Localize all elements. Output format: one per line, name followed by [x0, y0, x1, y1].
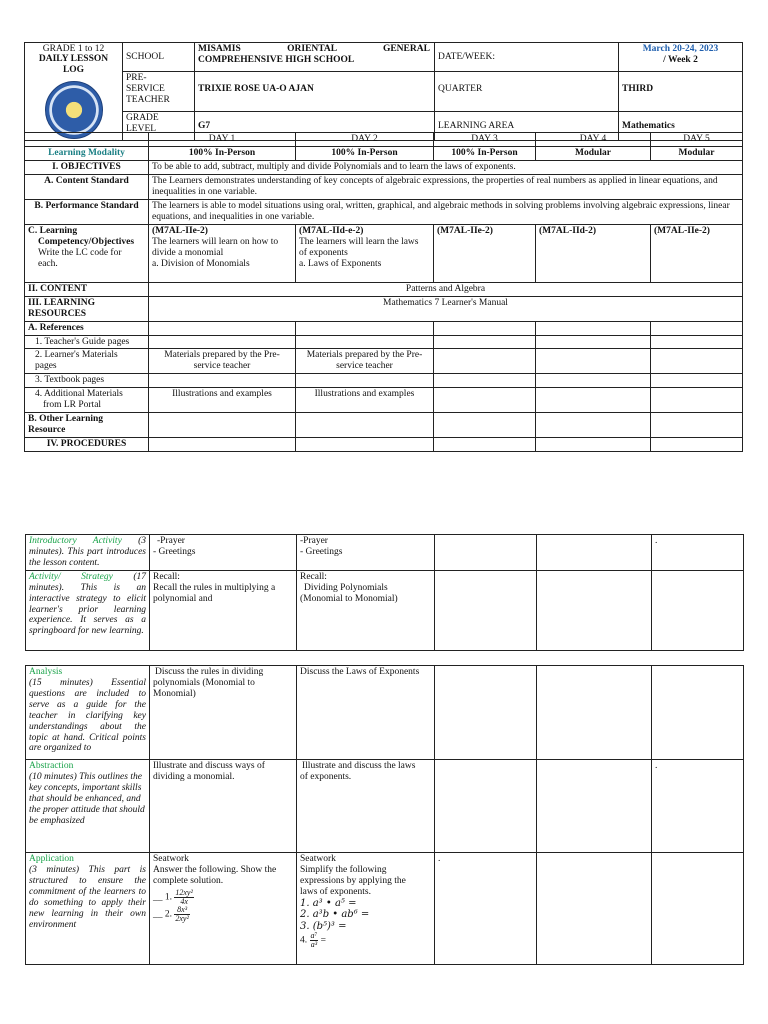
abstraction-day-4 — [537, 760, 652, 853]
other-resources-day-2 — [296, 413, 434, 438]
textbook-day-1 — [149, 374, 296, 388]
quarter-label: QUARTER — [435, 72, 619, 112]
activity-day-3 — [435, 570, 537, 650]
grade-level-label-2: LEVEL — [126, 124, 157, 135]
day-4-header: DAY 4 — [536, 133, 651, 147]
application-day-4 — [537, 853, 652, 965]
additional-materials-label — [25, 388, 149, 413]
analysis-day-1-line-1: Discuss the rules in dividing — [155, 667, 264, 677]
performance-standard-text: The learners is able to model situations using oral, written, graphical, and algebraic methods in solving problems involving algebraic expressions, linear equations, and inequalities in one variable. — [149, 199, 743, 224]
procedures-day-2 — [296, 438, 434, 452]
lm-day-5 — [651, 349, 743, 374]
tg-day-4 — [536, 335, 651, 349]
modality-day-5: Modular — [651, 146, 743, 160]
procedures-day-3 — [434, 438, 536, 452]
analysis-title: Analysis — [29, 667, 63, 677]
application-q1-denominator: 4x — [180, 896, 188, 906]
date-value — [619, 43, 743, 72]
tg-day-2 — [296, 335, 434, 349]
dll-title-cell — [25, 43, 123, 141]
abstraction-day-2-line-2: of exponents. — [300, 771, 352, 782]
additional-materials-day-3 — [434, 388, 536, 413]
activity-day-1-line-1: Recall: — [153, 571, 180, 582]
date-value-1: March 20-24, 2023 — [642, 44, 719, 54]
activity-day-2-line-2: Dividing Polynomials — [304, 582, 388, 593]
references-day-4 — [536, 321, 651, 335]
textbook-day-5 — [651, 374, 743, 388]
learning-area-value: Mathematics — [619, 112, 743, 141]
competency-label-1: C. Learning — [28, 225, 78, 236]
activity-day-2-line-1: Recall: — [300, 571, 327, 582]
modality-day-1: 100% In-Person — [149, 146, 296, 160]
lm-day-1 — [149, 349, 296, 374]
analysis-text: (15 minutes) Essential questions are included to serve as a guide for the teacher in clarifying key understandings about the topic at hand. Critical points are organized to — [29, 677, 146, 754]
content-label: II. CONTENT — [25, 282, 149, 296]
application-day-5 — [652, 853, 744, 965]
abstraction-day-1 — [150, 760, 297, 853]
lesson-log-main-table — [24, 132, 743, 452]
teacher-label-3: TEACHER — [126, 94, 170, 105]
intro-activity-desc — [26, 535, 150, 571]
procedures-day-4 — [536, 438, 651, 452]
grade-level-value: G7 — [195, 112, 435, 141]
activity-strategy-desc — [26, 570, 150, 650]
application-day-1 — [150, 853, 297, 965]
lm-pages-label-2: pages — [35, 361, 57, 372]
other-resources-day-5 — [651, 413, 743, 438]
competency-day-2-text-2: of exponents — [299, 247, 348, 258]
activity-strategy-text: (17 minutes). This is an interactive strategy to elicit learner's prior learning experience. It serves as a springboard for new learning. — [29, 571, 147, 637]
lm-day-3 — [434, 349, 536, 374]
textbook-day-4 — [536, 374, 651, 388]
analysis-day-2: Discuss the Laws of Exponents — [297, 666, 435, 760]
application-q2 — [153, 906, 293, 923]
competency-day-1-text-3: a. Division of Monomials — [152, 258, 250, 269]
application-day-1-line-2: Answer the following. Show the — [153, 864, 277, 875]
activity-strategy-title: Activity/ Strategy — [29, 571, 113, 582]
application-exercise-2: 2. a³b • ab⁶ = — [300, 909, 370, 921]
resources-text: Mathematics 7 Learner's Manual — [149, 296, 743, 321]
intro-day-2-line-1: -Prayer — [300, 536, 328, 546]
lm-day-4 — [536, 349, 651, 374]
performance-standard-label: B. Performance Standard — [25, 199, 149, 224]
activity-day-5 — [652, 570, 744, 650]
abstraction-day-2 — [297, 760, 435, 853]
references-day-3 — [434, 321, 536, 335]
resources-label-1: III. LEARNING — [28, 297, 96, 308]
day-3-header: DAY 3 — [434, 133, 536, 147]
application-q2-numerator: 8x³ — [174, 906, 190, 915]
application-day-2-line-1: Seatwork — [300, 854, 336, 864]
application-day-2-line-2: Simplify the following — [300, 864, 387, 875]
tg-day-5 — [651, 335, 743, 349]
application-exercise-3: 3. (b⁵)³ = — [300, 920, 347, 932]
competency-day-1-text-1: The learners will learn on how to — [152, 236, 279, 247]
dll-line-2: LOG — [62, 64, 85, 75]
analysis-day-1-line-2: polynomials (Monomial to — [153, 677, 255, 688]
intro-day-2 — [297, 535, 435, 571]
school-value-2: COMPREHENSIVE HIGH SCHOOL — [198, 54, 355, 65]
additional-materials-label-2: from LR Portal — [43, 400, 102, 411]
activity-day-1 — [150, 570, 297, 650]
activity-day-1-line-3: polynomial and — [153, 593, 213, 604]
activity-day-4 — [537, 570, 652, 650]
content-text: Patterns and Algebra — [149, 282, 743, 296]
competency-day-1-code: (M7AL-IIe-2) — [152, 225, 208, 236]
other-resources-day-4 — [536, 413, 651, 438]
competency-day-4: (M7AL-IId-2) — [536, 224, 651, 282]
application-exercise-4-denominator: a³ — [310, 940, 318, 950]
intro-day-5 — [652, 535, 744, 571]
additional-materials-day-1: Illustrations and examples — [149, 388, 296, 413]
application-q2-prefix: __ 2. — [153, 909, 172, 920]
intro-day-1-line-1: -Prayer — [157, 536, 185, 546]
modality-day-3: 100% In-Person — [434, 146, 536, 160]
intro-activity-title: Introductory Activity — [29, 536, 122, 546]
competency-day-2-text-3: a. Laws of Exponents — [299, 258, 382, 269]
school-value-line-1 — [198, 44, 431, 55]
analysis-day-1 — [150, 666, 297, 760]
other-resources-label-1: B. Other Learning — [28, 414, 104, 425]
application-q2-denominator: 2xy² — [175, 913, 189, 923]
procedures-label: IV. PROCEDURES — [25, 438, 149, 452]
abstraction-text: (10 minutes) This outlines the key concepts, important skills that should be enhanced, and the proper attitude that should be emphasized — [29, 771, 145, 826]
tg-day-1 — [149, 335, 296, 349]
additional-materials-day-5 — [651, 388, 743, 413]
application-desc — [26, 853, 150, 965]
abstraction-day-1-line-2: dividing a monomial. — [153, 771, 235, 782]
abstraction-day-2-line-1: Illustrate and discuss the laws — [302, 761, 416, 771]
tg-pages-label: 1. Teacher's Guide pages — [25, 335, 149, 349]
procedures-day-5 — [651, 438, 743, 452]
objectives-text: To be able to add, subtract, multiply and divide Polynomials and to learn the laws of exponents. — [149, 160, 743, 174]
competency-day-2-text-1: The learners will learn the laws — [299, 236, 419, 247]
modality-day-2: 100% In-Person — [296, 146, 434, 160]
lesson-log-header-table — [24, 42, 743, 141]
learning-area-label: LEARNING AREA — [435, 112, 619, 141]
resources-label — [25, 296, 149, 321]
competency-label-4: each. — [38, 258, 58, 269]
application-exercise-4-numerator: a⁷ — [310, 931, 318, 941]
lm-day-1-line-2: service teacher — [193, 361, 251, 372]
abstraction-day-5-mark: . — [655, 761, 658, 771]
competency-day-3: (M7AL-IIe-2) — [434, 224, 536, 282]
analysis-application-table — [25, 665, 744, 965]
abstraction-day-1-line-1: Illustrate and discuss ways of — [153, 761, 265, 771]
textbook-day-2 — [296, 374, 434, 388]
competency-label-2: Competency/Objectives — [38, 236, 135, 247]
competency-day-2-code: (M7AL-IId-e-2) — [299, 225, 364, 236]
competency-label-3: Write the LC code for — [38, 247, 122, 258]
competency-label — [25, 224, 149, 282]
day-2-header: DAY 2 — [296, 133, 434, 147]
other-resources-label — [25, 413, 149, 438]
grade-line: GRADE 1 to 12 — [42, 44, 105, 54]
deped-seal-logo — [45, 81, 103, 139]
lm-day-2-line-1: Materials prepared by the Pre- — [306, 350, 423, 361]
school-value — [195, 43, 435, 72]
application-day-2-line-3: expressions by applying the — [300, 875, 406, 886]
application-day-1-line-1: Seatwork — [153, 854, 189, 864]
competency-day-2 — [296, 224, 434, 282]
content-standard-label: A. Content Standard — [25, 174, 149, 199]
intro-day-1-line-2: - Greetings — [153, 546, 196, 557]
intro-activity-table — [25, 534, 744, 651]
additional-materials-label-1: 4. Additional Materials — [35, 389, 123, 400]
analysis-day-4 — [537, 666, 652, 760]
resources-label-2: RESOURCES — [28, 308, 87, 319]
textbook-day-3 — [434, 374, 536, 388]
date-label: DATE/WEEK: — [435, 43, 619, 72]
references-label: A. References — [25, 321, 149, 335]
application-day-3 — [435, 853, 537, 965]
abstraction-desc — [26, 760, 150, 853]
analysis-day-3 — [435, 666, 537, 760]
lm-pages-label — [25, 349, 149, 374]
application-text: (3 minutes) This part is structured to ensure the commitment of the learners to do something to apply their new learning in their own environment — [29, 864, 146, 930]
dll-line-1: DAILY LESSON — [38, 54, 109, 65]
day-5-header: DAY 5 — [651, 133, 743, 147]
tg-day-3 — [434, 335, 536, 349]
teacher-label-1: PRE- — [126, 73, 147, 84]
application-q1-fraction — [174, 889, 194, 906]
intro-day-1 — [150, 535, 297, 571]
application-q1-prefix: __ 1. — [153, 892, 172, 903]
activity-day-1-line-2: Recall the rules in multiplying a — [153, 582, 276, 593]
other-resources-day-3 — [434, 413, 536, 438]
application-exercise-4-fraction — [310, 932, 319, 949]
modality-day-4: Modular — [536, 146, 651, 160]
abstraction-day-5 — [652, 760, 744, 853]
application-q1-numerator: 12xy² — [175, 887, 193, 897]
application-day-2-line-4: laws of exponents. — [300, 886, 371, 897]
competency-day-1 — [149, 224, 296, 282]
procedures-day-1 — [149, 438, 296, 452]
application-day-3-mark: . — [438, 854, 441, 864]
days-corner — [25, 133, 149, 147]
application-exercise-4-suffix: = — [320, 935, 327, 946]
other-resources-day-1 — [149, 413, 296, 438]
lm-day-2-line-2: service teacher — [336, 361, 393, 372]
references-day-2 — [296, 321, 434, 335]
additional-materials-day-2: Illustrations and examples — [296, 388, 434, 413]
school-value-1: MISAMIS ORIENTAL GENERAL — [198, 44, 430, 54]
school-label: SCHOOL — [123, 43, 195, 72]
day-1-header: DAY 1 — [149, 133, 296, 147]
quarter-value: THIRD — [619, 72, 743, 112]
grade-level-label-1: GRADE — [126, 113, 159, 124]
application-exercise-4 — [300, 932, 431, 949]
other-resources-label-2: Resource — [28, 425, 66, 436]
application-q2-fraction — [174, 906, 190, 923]
teacher-label — [123, 72, 195, 112]
application-exercise-1: 1. a³ • a⁵ = — [300, 897, 357, 909]
modality-label: Learning Modality — [25, 146, 149, 160]
competency-day-1-text-2: divide a monomial — [152, 247, 224, 258]
teacher-label-2: SERVICE — [126, 83, 165, 94]
analysis-day-5 — [652, 666, 744, 760]
competency-day-5: (M7AL-IIe-2) — [651, 224, 743, 282]
intro-day-2-line-2: - Greetings — [300, 546, 343, 557]
textbook-pages-label: 3. Textbook pages — [25, 374, 149, 388]
application-exercise-4-prefix: 4. — [300, 935, 308, 946]
analysis-day-1-line-3: Monomial) — [153, 688, 196, 699]
references-day-5 — [651, 321, 743, 335]
intro-day-3 — [435, 535, 537, 571]
content-standard-text: The Learners demonstrates understanding of key concepts of algebraic expressions, the properties of real numbers as applied in linear equations, and inequalities in one variable. — [149, 174, 743, 199]
application-day-2 — [297, 853, 435, 965]
activity-day-2 — [297, 570, 435, 650]
date-value-2: / Week 2 — [663, 54, 698, 65]
references-day-1 — [149, 321, 296, 335]
intro-activity-text: (3 minutes). This part introduces the lesson content. — [29, 536, 146, 568]
lm-pages-label-1: 2. Learner's Materials — [35, 350, 118, 361]
application-title: Application — [29, 854, 74, 864]
lm-day-1-line-1: Materials prepared by the Pre- — [164, 350, 280, 361]
lm-day-2 — [296, 349, 434, 374]
additional-materials-day-4 — [536, 388, 651, 413]
intro-day-4 — [537, 535, 652, 571]
abstraction-day-3 — [435, 760, 537, 853]
objectives-label: I. OBJECTIVES — [25, 160, 149, 174]
teacher-value: TRIXIE ROSE UA-O AJAN — [195, 72, 435, 112]
application-q1 — [153, 889, 293, 906]
abstraction-title: Abstraction — [29, 761, 74, 771]
application-day-1-line-3: complete solution. — [153, 875, 224, 886]
analysis-desc — [26, 666, 150, 760]
intro-day-5-mark: . — [655, 536, 658, 546]
activity-day-2-line-3: (Monomial to Monomial) — [300, 593, 398, 604]
